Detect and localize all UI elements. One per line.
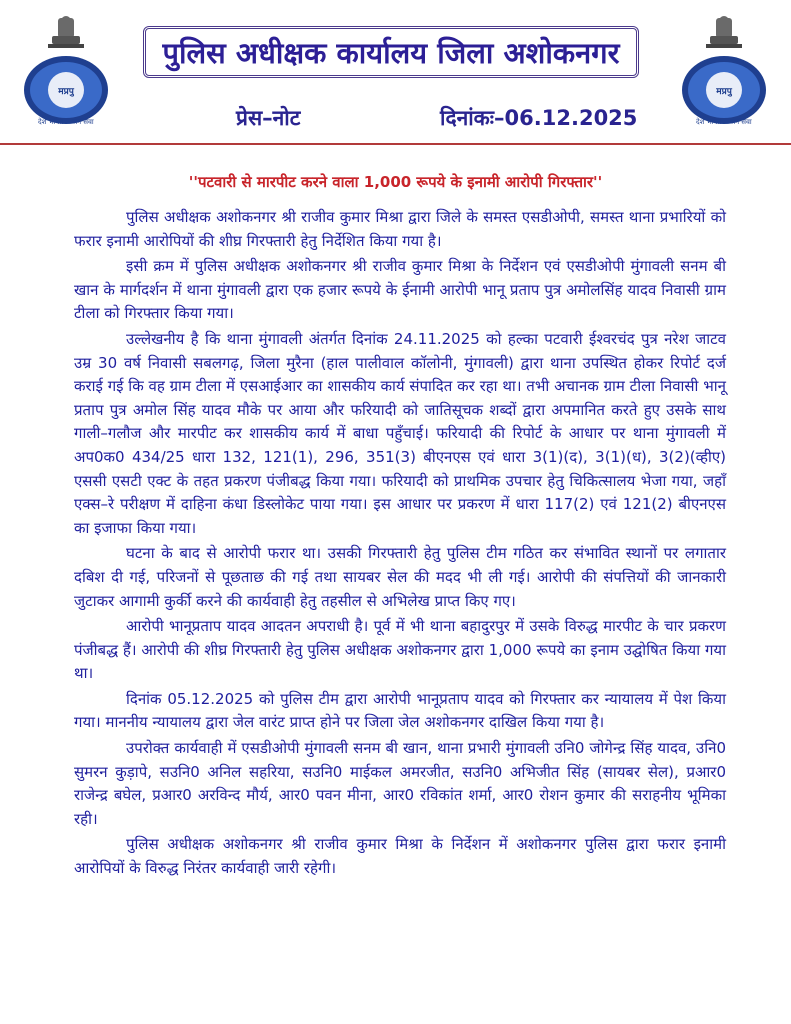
paragraph: इसी क्रम में पुलिस अधीक्षक अशोकनगर श्री राजीव कुमार मिश्रा के निर्देशन एवं एसडीओपी मुंगावली सनम बी खान के मार्गदर्शन में थाना मुंगावली द्वारा एक हजार रूपये के ईनामी आरोपी भानू प्रताप पुत्र अमोलसिंह यादव निवासी ग्राम टीला को गिरफ्तार किया गया। bbox=[74, 257, 726, 323]
emblem-motto-right: जन सेवा bbox=[730, 118, 752, 126]
press-note-label: प्रेस–नोट bbox=[236, 106, 301, 130]
lion-capital-icon bbox=[48, 16, 84, 48]
header-divider bbox=[0, 143, 791, 145]
emblem-motto-left: देश भक्ति bbox=[696, 118, 722, 126]
paragraph: घटना के बाद से आरोपी फरार था। उसकी गिरफ्तारी हेतु पुलिस टीम गठित कर संभावित स्थानों पर लगातार दबिश दी गई, परिजनों से पूछताछ की गई तथा सायबर सेल की मदद भी ली गई। आरोपी की संपत्तियों की जानकारी जुटाकर आगामी कुर्की करने की कार्यवाही हेतु तहसील से अभिलेख प्राप्त किए गए। bbox=[74, 544, 726, 610]
press-note-date: दिनांकः–06.12.2025 bbox=[440, 106, 638, 130]
emblem-center-text: मप्रपु bbox=[716, 87, 732, 97]
emblem-motto-right: जन सेवा bbox=[72, 118, 94, 126]
paragraph: पुलिस अधीक्षक अशोकनगर श्री राजीव कुमार मिश्रा द्वारा जिले के समस्त एसडीओपी, समस्त थाना प्रभारियों को फरार इनामी आरोपियों की शीघ्र गिरफ्तारी हेतु निर्देशित किया गया है। bbox=[74, 208, 726, 250]
news-headline: ''पटवारी से मारपीट करने वाला 1,000 रूपये के इनामी आरोपी गिरफ्तार'' bbox=[188, 173, 603, 191]
emblem-center-text: मप्रपु bbox=[58, 87, 74, 97]
paragraph: आरोपी भानूप्रताप यादव आदतन अपराधी है। पूर्व में भी थाना बहादुरपुर में उसके विरुद्ध मारपीट के चार प्रकरण पंजीबद्ध हैं। आरोपी की शीघ्र गिरफ्तारी हेतु पुलिस अधीक्षक अशोकनगर द्वारा 1,000 रूपये का इनाम उद्घोषित किया गया था। bbox=[74, 617, 726, 683]
press-note-body bbox=[74, 206, 726, 883]
emblem-motto-left: देश भक्ति bbox=[38, 118, 64, 126]
paragraph: दिनांक 05.12.2025 को पुलिस टीम द्वारा आरोपी भानूप्रताप यादव को गिरफ्तार कर न्यायालय में पेश किया गया। माननीय न्यायालय द्वारा जेल वारंट प्राप्त होने पर जिला जेल अशोकनगर दाखिल किया गया है। bbox=[74, 689, 726, 732]
office-title: पुलिस अधीक्षक कार्यालय जिला अशोकनगर bbox=[162, 35, 620, 70]
paragraph: उपरोक्त कार्यवाही में एसडीओपी मुंगावली सनम बी खान, थाना प्रभारी मुंगावली उनि0 जोगेन्द्र सिंह यादव, उनि0 सुमरन कुड़ापे, सउनि0 अनिल सहरिया, सउनि0 माईकल अमरजीत, सउनि0 अभिजीत सिंह (सायबर सेल), प्रआर0 राजेन्द्र बघेल, प्रआर0 अरविन्द मौर्य, आर0 पवन मीना, आर0 रविकांत शर्मा, आर0 रोशन कुमार की सराहनीय भूमिका रही। bbox=[74, 739, 726, 828]
paragraph: उल्लेखनीय है कि थाना मुंगावली अंतर्गत दिनांक 24.11.2025 को हल्का पटवारी ईश्वरचंद पुत्र नरेश जाटव उम्र 30 वर्ष निवासी सबलगढ़, जिला मुरैना (हाल पालीवाल कॉलोनी, मुंगावली) द्वारा थाना उपस्थित होकर रिपोर्ट दर्ज कराई गई कि वह ग्राम टीला में एसआईआर का शासकीय कार्य संपादित कर रहा था। तभी अचानक ग्राम टीला निवासी भानू प्रताप पुत्र अमोल सिंह यादव मौके पर आया और फरियादी को जातिसूचक शब्दों द्वारा अपमानित करते हुए उसके साथ गाली–गलौज और मारपीट कर शासकीय कार्य में बाधा पहुँचाई। फरियादी की रिपोर्ट के आधार पर थाना मुंगावली में अप0क0 434/25 धारा 132, 121(1), 296, 351(3) बीएनएस एवं धारा 3(1)(द), 3(1)(ध), 3(2)(व्हीए) एससी एसटी एक्ट के तहत प्रकरण पंजीबद्ध किया गया। फरियादी को प्राथमिक उपचार हेतु चिकित्सालय भेजा गया, जहाँ एक्स–रे परीक्षण में दाहिना कंधा डिस्लोकेट पाया गया। इस आधार पर प्रकरण में धारा 117(2) एवं 121(2) बीएनएस का इजाफा किया गया। bbox=[74, 329, 726, 537]
lion-capital-icon bbox=[706, 16, 742, 48]
paragraph: पुलिस अधीक्षक अशोकनगर श्री राजीव कुमार मिश्रा के निर्देशन में अशोकनगर पुलिस द्वारा फरार इनामी आरोपियों के विरुद्ध निरंतर कार्यवाही जारी रहेगी। bbox=[74, 835, 726, 878]
mp-police-emblem-right bbox=[676, 14, 772, 132]
office-title-box bbox=[143, 26, 639, 78]
mp-police-emblem-left bbox=[18, 14, 114, 132]
